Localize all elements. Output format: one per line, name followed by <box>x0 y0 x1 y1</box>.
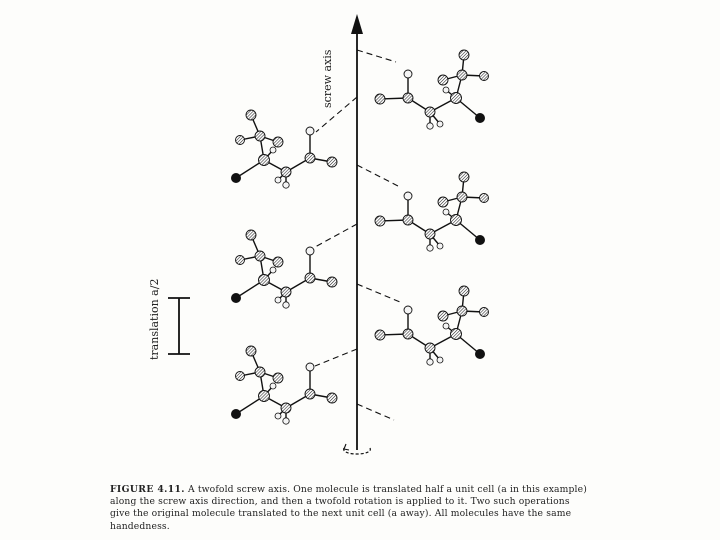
connector <box>357 284 400 302</box>
molecule-left-1 <box>231 110 337 188</box>
connector <box>315 224 357 247</box>
molecule-right-2 <box>375 172 489 251</box>
molecule-right-3 <box>375 286 489 365</box>
caption-text: A twofold screw axis. One molecule is translated half a unit cell (a in this example) along the screw axis direction, and then a twofold rotation is applied to it. Two such operations give the original molecule translated to the next unit cell (a away). All molecules have the same handedness. <box>110 484 587 532</box>
translation-indicator <box>148 279 190 360</box>
molecule-right-1 <box>375 50 489 129</box>
connector <box>357 50 396 62</box>
translation-label: translation a/2 <box>148 278 161 360</box>
connector <box>357 404 394 420</box>
figure-caption <box>110 484 590 533</box>
screw-axis <box>321 14 370 454</box>
molecule-left-3 <box>231 346 337 424</box>
rotation-symbol-arrow <box>344 444 349 450</box>
figure-number: FIGURE 4.11. <box>110 484 185 495</box>
screw-axis-arrowhead <box>351 14 363 34</box>
connector <box>315 349 357 366</box>
screw-axis-label: screw axis <box>321 49 334 108</box>
connector <box>357 165 400 187</box>
molecule-left-2 <box>231 230 337 308</box>
